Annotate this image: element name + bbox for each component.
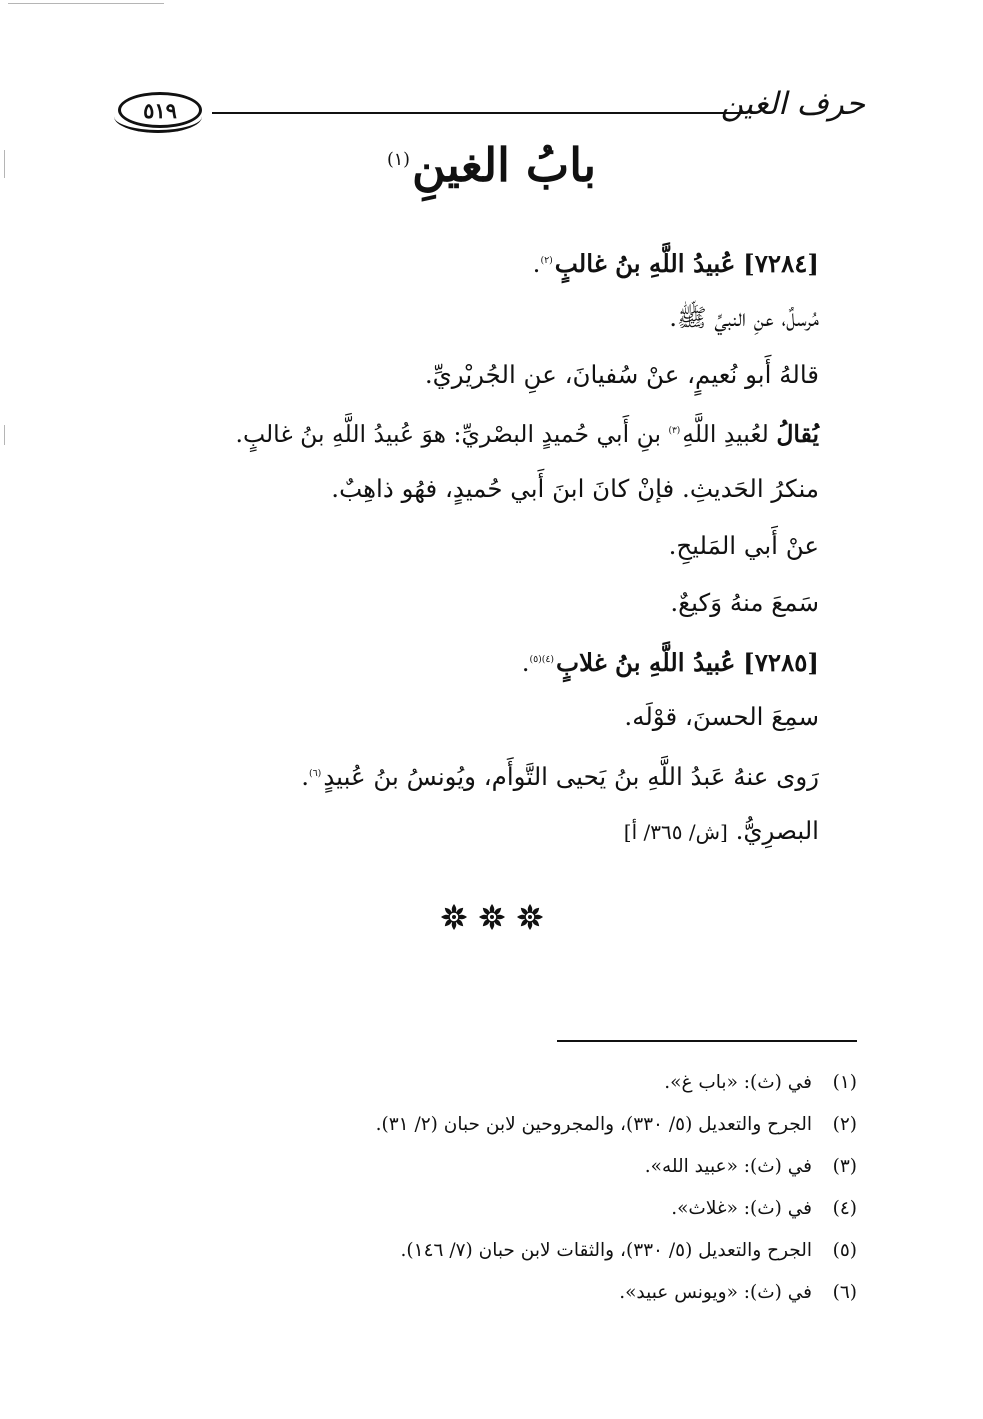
text-lead: يُقالُ — [776, 419, 819, 448]
eight-point-flower-ornament — [439, 902, 469, 932]
text-line — [159, 745, 819, 802]
footnote — [217, 1230, 857, 1272]
footnote-number: (٦) — [832, 1282, 857, 1303]
eight-point-flower-ornament — [515, 902, 545, 932]
footnote-number: (٢) — [832, 1114, 857, 1135]
footnote-marker: (١) — [386, 149, 410, 170]
entry-name: عُبيدُ اللَّهِ بنُ غلابٍ — [556, 648, 736, 678]
footnote — [217, 1104, 857, 1146]
footnote-marker: (٣) — [668, 426, 681, 436]
footnote-number: (٣) — [832, 1156, 857, 1177]
closing-text: البصرِيُّ. — [735, 816, 819, 845]
text-name: لعُبيدِ اللَّهِ — [682, 419, 769, 448]
page-number-badge — [118, 92, 202, 128]
narration-tail: . — [301, 762, 310, 792]
text-line: سمِعَ الحسنَ، قوْلَه. — [624, 702, 819, 731]
text-line — [159, 403, 819, 460]
footnote-text: في (ث): «غلاث». — [671, 1198, 812, 1219]
text-line: قالهُ أَبو نُعيمٍ، عنْ سُفيانَ، عنِ الجُريْريِّ. — [424, 360, 819, 389]
footnote — [217, 1188, 857, 1230]
footnote-marker: (٤)(٥) — [529, 654, 555, 665]
footnote-number: (٥) — [832, 1240, 857, 1261]
header-rule — [212, 112, 742, 114]
section-end-ornaments — [0, 902, 983, 932]
scan-mark-left — [4, 425, 5, 445]
chapter-heading — [0, 138, 983, 192]
text-line — [159, 802, 819, 859]
entry-number: [٧٢٨٥] — [743, 648, 819, 678]
footnote — [217, 1146, 857, 1188]
footnote-separator — [557, 1040, 857, 1042]
footnote-marker: (٦) — [309, 768, 322, 779]
entry-tail: . — [532, 249, 541, 279]
footnote — [217, 1272, 857, 1314]
main-text — [159, 232, 819, 859]
footnote-marker: (٢) — [540, 255, 553, 266]
footnote-number: (١) — [832, 1072, 857, 1093]
footnote — [217, 1062, 857, 1104]
footnote-text: في (ث): «باب غ». — [664, 1072, 812, 1093]
chapter-title: بابُ الغينِ — [412, 138, 597, 192]
manuscript-folio-ref: [ش/ ٣٦٥/ أ] — [623, 820, 728, 844]
running-head — [0, 0, 983, 150]
footnote-text: الجرح والتعديل (٥/ ٣٣٠)، والمجروحين لابن حبان (٢/ ٣١). — [375, 1114, 812, 1135]
entry-tail: . — [521, 648, 530, 678]
entry-heading — [159, 631, 819, 688]
entry-number: [٧٢٨٤] — [743, 249, 819, 279]
running-head-title: حرف الغين — [720, 86, 865, 122]
entry-name: عُبيدُ اللَّهِ بنُ غالبٍ — [554, 249, 736, 279]
eight-point-flower-ornament — [477, 902, 507, 932]
footnote-text: الجرح والتعديل (٥/ ٣٣٠)، والثقات لابن حبان (٧/ ١٤٦). — [400, 1240, 812, 1261]
text-line: عنْ أَبي المَليحِ. — [668, 531, 819, 560]
narration-text: رَوى عنهُ عَبدُ اللَّهِ بنُ يَحيى التَّوأَم، ويُونسُ بنُ عُبيدٍ — [323, 762, 819, 792]
entry-heading — [159, 232, 819, 289]
footnote-text: في (ث): «عبيد الله». — [644, 1156, 812, 1177]
page-number: ٥١٩ — [143, 97, 177, 123]
text-rest: بنِ أَبي حُميدٍ البصْريِّ: هوَ عُبيدُ اللَّهِ بنُ غالبٍ. — [235, 419, 662, 448]
text-line: منكرُ الحَديثِ. فإنْ كانَ ابنَ أَبي حُميدٍ، فهُو ذاهِبٌ. — [331, 474, 819, 503]
text-line: مُرسلٌ، عنِ النبيِّ ﷺ. — [669, 303, 819, 332]
footnotes — [217, 1062, 857, 1314]
footnote-number: (٤) — [832, 1198, 857, 1219]
footnote-text: في (ث): «ويونس عبيد». — [619, 1282, 812, 1303]
text-line: سَمعَ منهُ وَكيعٌ. — [670, 588, 819, 617]
